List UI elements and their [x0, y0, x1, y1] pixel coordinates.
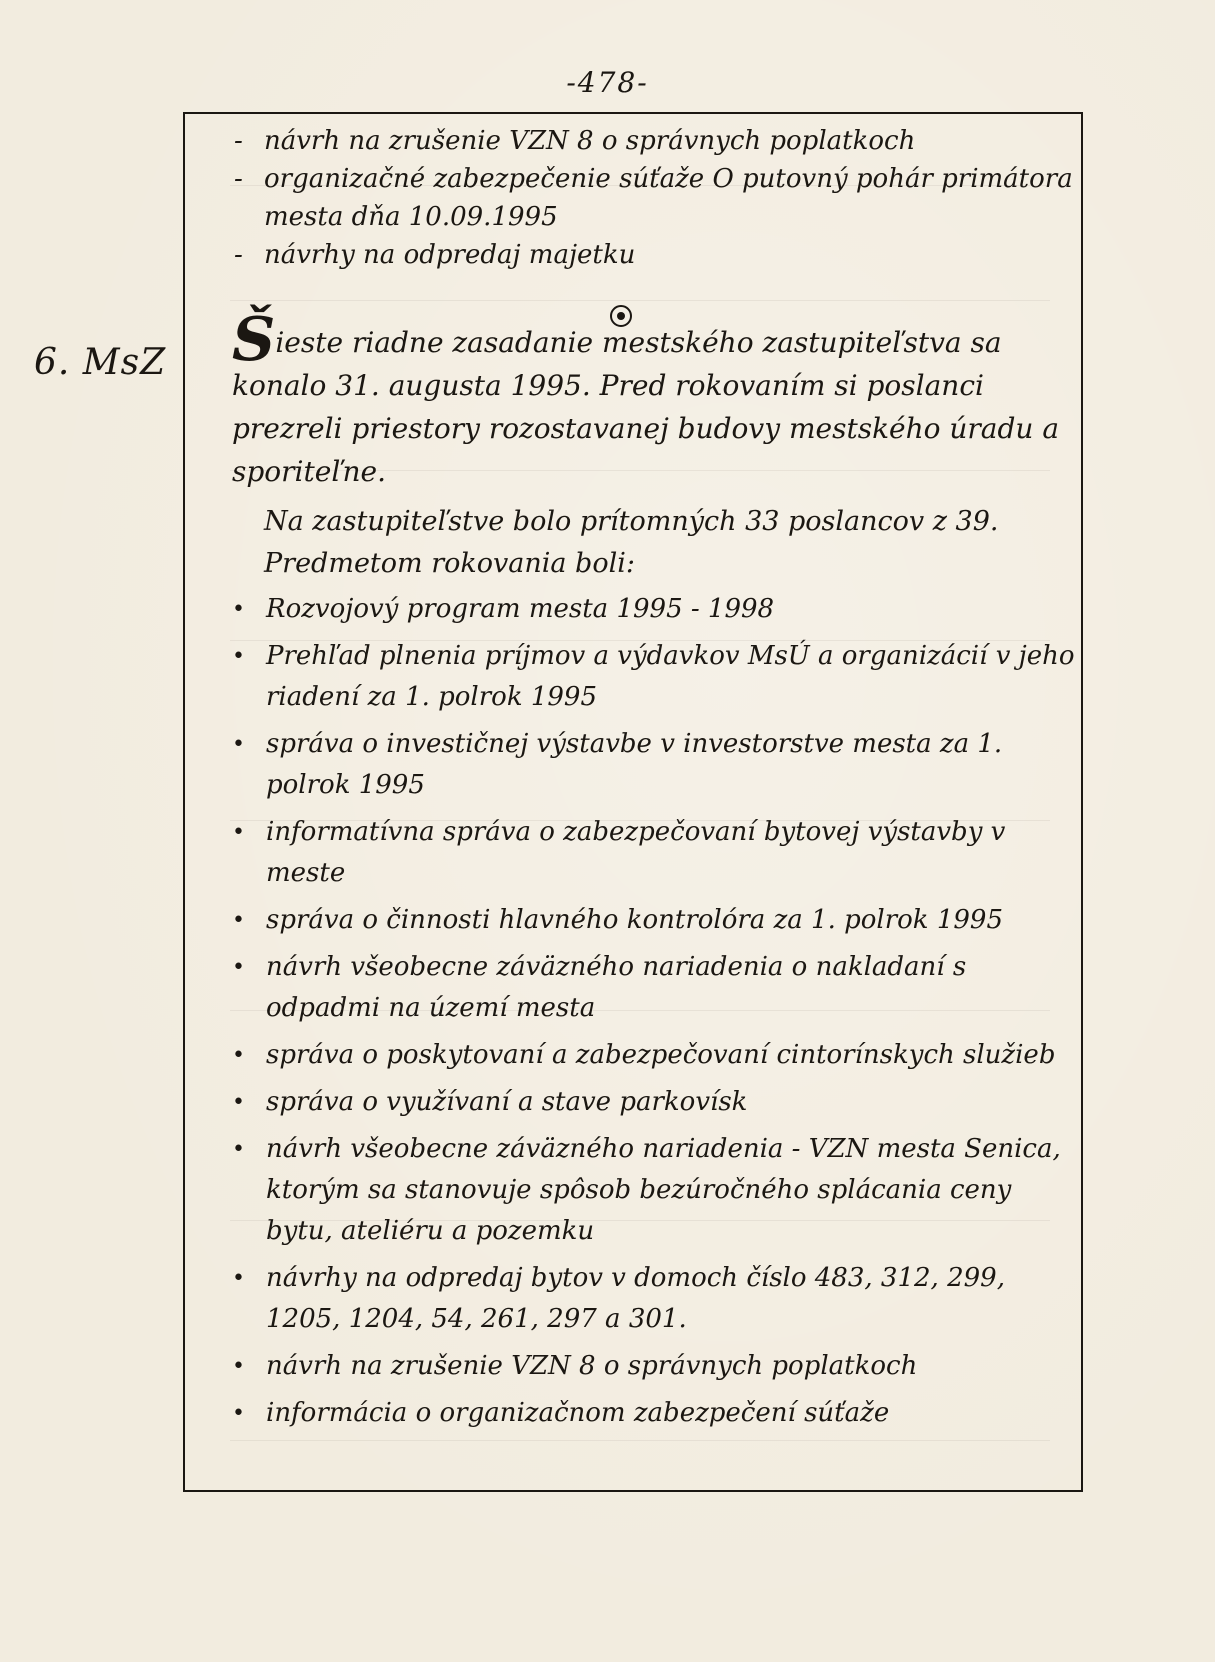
list-item — [232, 122, 1077, 160]
agenda-item — [232, 589, 1077, 630]
agenda-item-text: správa o poskytovaní a zabezpečovaní cintorínskych služieb — [266, 1040, 1056, 1070]
list-item-text: návrhy na odpredaj majetku — [264, 240, 636, 270]
list-item-text: organizačné zabezpečenie súťaže O putovný pohár primátora mesta dňa 10.09.1995 — [264, 164, 1073, 232]
bullet-marker: • — [232, 597, 245, 622]
agenda-item — [232, 1082, 1077, 1123]
agenda-item-text: informácia o organizačnom zabezpečení súťaže — [266, 1398, 890, 1428]
dash-marker: - — [234, 240, 243, 270]
bullet-marker: • — [232, 955, 245, 980]
bullet-marker: • — [232, 1354, 245, 1379]
agenda-item — [232, 1258, 1077, 1340]
agenda-item-text: správa o činnosti hlavného kontrolóra za 1. polrok 1995 — [266, 905, 1003, 935]
dash-marker: - — [234, 164, 243, 194]
agenda-item — [232, 947, 1077, 1029]
bullet-marker: • — [232, 1090, 245, 1115]
bullet-marker: • — [232, 820, 245, 845]
bullet-marker: • — [232, 1137, 245, 1162]
agenda-item-text: návrh na zrušenie VZN 8 o správnych poplatkoch — [266, 1351, 918, 1381]
agenda-item — [232, 900, 1077, 941]
margin-label: 6. MsZ — [34, 342, 167, 383]
agenda-list — [232, 589, 1077, 1434]
bullet-marker: • — [232, 1266, 245, 1291]
agenda-item-text: správa o využívaní a stave parkovísk — [266, 1087, 748, 1117]
agenda-item-text: správa o investičnej výstavbe v investorstve mesta za 1. polrok 1995 — [266, 729, 1003, 800]
list-item — [232, 160, 1077, 236]
agenda-item — [232, 1035, 1077, 1076]
list-item-text: návrh na zrušenie VZN 8 o správnych poplatkoch — [264, 126, 916, 156]
agenda-item-text: návrhy na odpredaj bytov v domoch číslo 483, 312, 299, 1205, 1204, 54, 261, 297 a 301. — [266, 1263, 1005, 1334]
session-paragraph-text: ieste riadne zasadanie mestského zastupiteľstva sa konalo 31. augusta 1995. Pred rokovaním si poslanci prezreli priestory rozostavanej budovy mestského úradu a sporiteľne. — [232, 326, 1060, 488]
bullet-marker: • — [232, 644, 245, 669]
list-item — [232, 236, 1077, 274]
top-item-list — [232, 122, 1077, 274]
session-paragraph — [232, 305, 1077, 493]
agenda-item-text: návrh všeobecne záväzného nariadenia - VZN mesta Senica, ktorým sa stanovuje spôsob bezúročného splácania ceny bytu, ateliéru a pozemku — [266, 1134, 1061, 1246]
agenda-item-text: Prehľad plnenia príjmov a výdavkov MsÚ a organizácií v jeho riadení za 1. polrok 1995 — [266, 641, 1075, 712]
dash-marker: - — [234, 126, 243, 156]
page-number: -478- — [566, 66, 649, 99]
agenda-item-text: Rozvojový program mesta 1995 - 1998 — [266, 594, 775, 624]
agenda-item — [232, 1129, 1077, 1252]
bullet-marker: • — [232, 908, 245, 933]
agenda-item-text: návrh všeobecne záväzného nariadenia o nakladaní s odpadmi na území mesta — [266, 952, 967, 1023]
bullet-marker: • — [232, 1401, 245, 1426]
agenda-item — [232, 1393, 1077, 1434]
drop-letter: Š — [232, 305, 276, 375]
agenda-item-text: informatívna správa o zabezpečovaní bytovej výstavby v meste — [266, 817, 1006, 888]
bullet-marker: • — [232, 732, 245, 757]
attendance-paragraph: Na zastupiteľstve bolo prítomných 33 poslancov z 39. Predmetom rokovania boli: — [264, 506, 999, 579]
handwritten-content — [232, 122, 1077, 1440]
agenda-item — [232, 636, 1077, 718]
bullet-marker: • — [232, 1043, 245, 1068]
agenda-item — [232, 724, 1077, 806]
agenda-item — [232, 812, 1077, 894]
agenda-item — [232, 1346, 1077, 1387]
